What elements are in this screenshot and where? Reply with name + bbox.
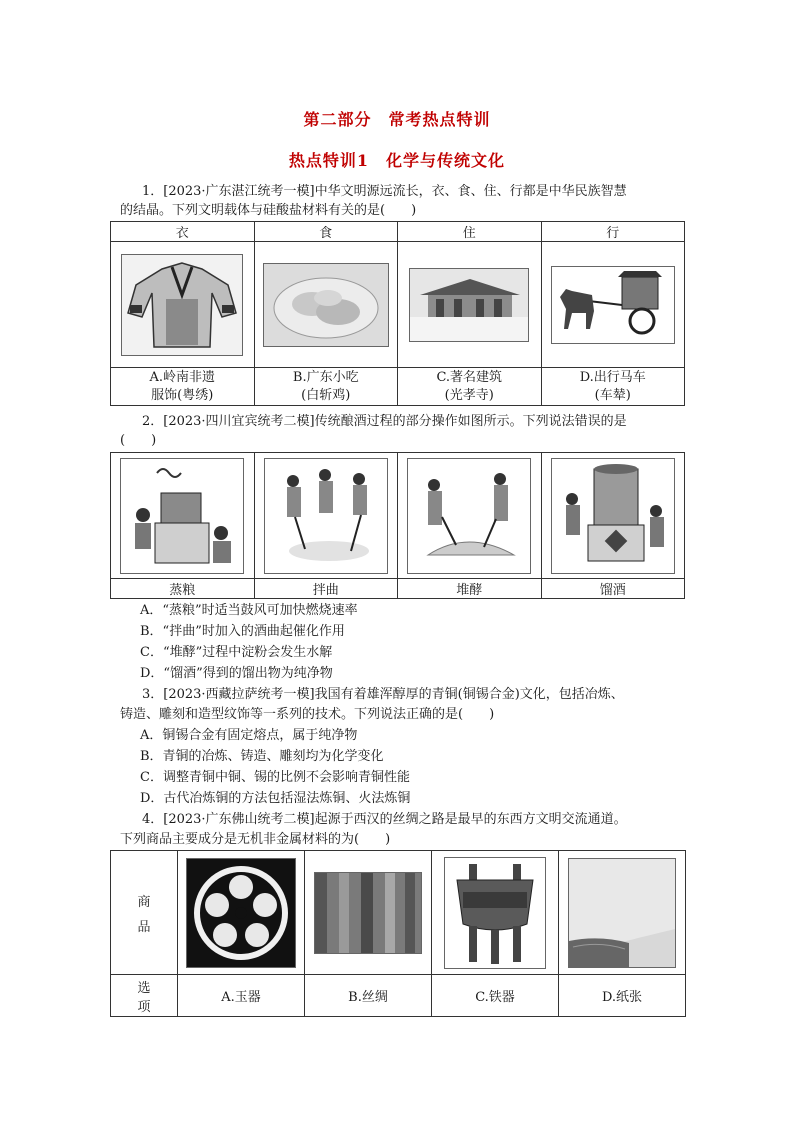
q1-image-cell-d [541, 242, 685, 368]
q1-option-b [254, 368, 398, 406]
q2-image-cell-ferment [398, 453, 542, 579]
q1-header-housing: 住 [398, 222, 542, 242]
section-title: 热点特训1 化学与传统文化 [288, 151, 506, 170]
q3-option-a: A．铜锡合金有固定熔点，属于纯净物 [140, 728, 358, 743]
q2-option-c: C．“堆酵”过程中淀粉会发生水解 [140, 645, 333, 660]
q2-stem-line1: 2．[2023·四川宜宾统考二模]传统酿酒过程的部分操作如图所示。下列说法错误的是 [142, 414, 627, 429]
chicken-dish-image [263, 263, 389, 347]
q2-image-cell-distill [541, 453, 685, 579]
jade-ornament-image [186, 858, 296, 968]
q3-option-c: C．调整青铜中铜、锡的比例不会影响青铜性能 [140, 770, 410, 785]
q2-image-cell-mix [254, 453, 398, 579]
q1-option-d [541, 368, 685, 406]
q3-stem-line1: 3．[2023·西藏拉萨统考一模]我国有着雄浑醇厚的青铜(铜锡合金)文化，包括冶炼、 [142, 687, 624, 702]
q3-stem-line2: 铸造、雕刻和造型纹饰等一系列的技术。下列说法正确的是( ) [120, 707, 495, 722]
q4-option-d: D.纸张 [559, 975, 686, 1017]
q2-step-mix: 拌曲 [254, 579, 398, 599]
q1-header-clothing: 衣 [111, 222, 255, 242]
q1-option-d-line2: (车辇) [594, 387, 631, 403]
q4-option-b: B.丝绸 [305, 975, 432, 1017]
steaming-grain-image [120, 458, 244, 574]
q2-image-cell-steam [111, 453, 255, 579]
q1-image-cell-a [111, 242, 255, 368]
embroidered-robe-image [121, 254, 243, 356]
mixing-yeast-image [264, 458, 388, 574]
horse-carriage-image [551, 266, 675, 344]
q2-option-a: A．“蒸粮”时适当鼓风可加快燃烧速率 [140, 603, 358, 618]
q2-option-b: B．“拌曲”时加入的酒曲起催化作用 [140, 624, 345, 639]
distilling-liquor-image [551, 458, 675, 574]
q2-table [110, 452, 685, 599]
q1-image-cell-c [398, 242, 542, 368]
q1-option-d-line1: D.出行马车 [579, 369, 646, 385]
q4-option-c: C.铁器 [432, 975, 559, 1017]
q2-step-steam: 蒸粮 [111, 579, 255, 599]
q1-option-a-line2: 服饰(粤绣) [151, 387, 214, 403]
silk-fabric-image [314, 872, 422, 954]
q3-option-b: B．青铜的冶炼、铸造、雕刻均为化学变化 [140, 749, 384, 764]
q1-option-b-line2: (白斩鸡) [301, 387, 351, 403]
q1-header-food: 食 [254, 222, 398, 242]
q4-stem-line2: 下列商品主要成分是无机非金属材料的为( ) [120, 832, 391, 847]
part-title: 第二部分 常考热点特训 [303, 110, 491, 129]
iron-cauldron-image [444, 857, 546, 969]
q4-row-label-goods [111, 851, 178, 975]
q4-row-label-options-char1: 选 [137, 980, 151, 996]
q4-stem-line1: 4．[2023·广东佛山统考二模]起源于西汉的丝绸之路是最早的东西方文明交流通道。 [142, 812, 627, 827]
q4-row-label-goods-char1: 商 [137, 894, 151, 910]
q1-option-a-line1: A.岭南非遗 [149, 369, 216, 385]
q2-option-d: D．“馏酒”得到的馏出物为纯净物 [140, 666, 333, 681]
q2-step-ferment: 堆酵 [398, 579, 542, 599]
q1-option-c-line1: C.著名建筑 [436, 369, 503, 385]
q4-row-label-options-char2: 项 [137, 999, 151, 1015]
q4-row-label-goods-char2: 品 [137, 919, 151, 935]
q1-option-c [398, 368, 542, 406]
q1-stem-line1: 1．[2023·广东湛江统考一模]中华文明源远流长，衣、食、住、行都是中华民族智慧 [142, 184, 627, 199]
q1-header-travel: 行 [541, 222, 685, 242]
q4-image-cell-jade [178, 851, 305, 975]
q1-option-b-line1: B.广东小吃 [292, 369, 359, 385]
q1-stem-line2: 的结晶。下列文明载体与硅酸盐材料有关的是( ) [120, 203, 417, 218]
q1-table [110, 221, 685, 406]
q1-option-c-line2: (光孝寺) [444, 387, 494, 403]
q1-option-a [111, 368, 255, 406]
q1-image-cell-b [254, 242, 398, 368]
q4-image-cell-iron [432, 851, 559, 975]
q4-image-cell-paper [559, 851, 686, 975]
q4-row-label-options [111, 975, 178, 1017]
q4-table [110, 850, 686, 1017]
piling-fermentation-image [407, 458, 531, 574]
q2-step-distill: 馏酒 [541, 579, 685, 599]
q4-option-a: A.玉器 [178, 975, 305, 1017]
q2-stem-line2: ( ) [120, 433, 157, 448]
q4-image-cell-silk [305, 851, 432, 975]
paper-roll-image [568, 858, 676, 968]
q3-option-d: D．古代冶炼铜的方法包括湿法炼铜、火法炼铜 [140, 791, 411, 806]
temple-image [409, 268, 529, 342]
